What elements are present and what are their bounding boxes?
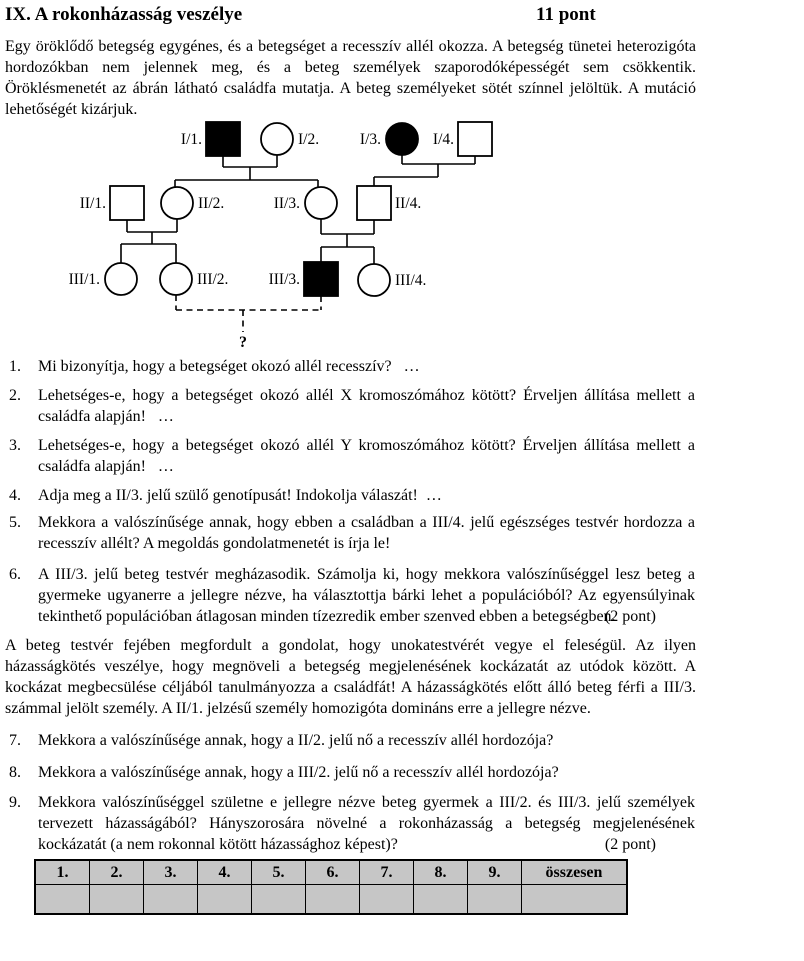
score-cell-empty bbox=[144, 885, 198, 915]
score-table-empty-row bbox=[35, 885, 627, 915]
header bbox=[5, 0, 696, 30]
pedigree-individual-label: III/4. bbox=[395, 272, 427, 289]
score-col-header: 2. bbox=[90, 860, 144, 885]
question-number: 5. bbox=[9, 514, 21, 531]
pedigree-affected-female-symbol bbox=[386, 123, 418, 155]
question-item-1 bbox=[5, 356, 696, 377]
question-number: 2. bbox=[9, 387, 21, 404]
pedigree-diagram bbox=[60, 120, 696, 350]
pedigree-affected-male-symbol bbox=[304, 262, 338, 296]
question-text: Lehetséges-e, hogy a betegséget okozó allél Y kromoszómához kötött? Érveljen állítása mellett a családfa alapján! … bbox=[38, 437, 695, 475]
score-col-header: 4. bbox=[198, 860, 252, 885]
question-number: 4. bbox=[9, 487, 21, 504]
question-number: 9. bbox=[9, 794, 21, 811]
score-cell-empty bbox=[306, 885, 360, 915]
score-table-header-row bbox=[35, 860, 627, 885]
score-col-header: 7. bbox=[360, 860, 414, 885]
score-cell-empty bbox=[522, 885, 628, 915]
score-cell-empty bbox=[198, 885, 252, 915]
score-cell-empty bbox=[90, 885, 144, 915]
pedigree-male-symbol bbox=[110, 186, 144, 220]
question-item-6 bbox=[5, 564, 696, 627]
question-item-5 bbox=[5, 512, 696, 554]
pedigree-individual-label: I/4. bbox=[432, 131, 454, 148]
question-item-2 bbox=[5, 385, 696, 427]
pedigree-affected-male-symbol bbox=[206, 122, 240, 156]
question-item-3 bbox=[5, 435, 696, 477]
middle-paragraph: A beteg testvér fejében megfordult a gondolat, hogy unokatestvérét vegye el feleségül. Az ilyen házasságkötés veszélye, hogy megnöveli a betegség megjelenésének kockázatát az utódok között. A kockázat megbecsülése céljából tanulmányozza a családfát! A házasságkötés előtt álló beteg férfi a III/3. számmal jelölt személy. A II/1. jelzésű személy homozigóta domináns erre a jellegre nézve. bbox=[5, 637, 696, 717]
intro-paragraph: Egy öröklődő betegség egygénes, és a betegséget a recesszív allél okozza. A betegség tünetei heterozigóta hordozókban nem jelennek meg, és a beteg személyek szaporodóképességét sem csökkentik. Öröklésmenetét az ábrán látható családfa mutatja. A beteg személyeket sötét színnel jelöltük. A mutáció lehetőségét kizárjuk. bbox=[5, 38, 696, 118]
question-text: Adja meg a II/3. jelű szülő genotípusát! Indokolja válaszát! … bbox=[38, 487, 442, 504]
score-col-header: összesen bbox=[522, 860, 628, 885]
pedigree-female-symbol bbox=[160, 263, 192, 295]
question-text: Mekkora a valószínűsége annak, hogy a II/2. jelű nő a recesszív allél hordozója? bbox=[38, 732, 554, 749]
pedigree-individual-label: II/4. bbox=[395, 195, 422, 212]
unknown-offspring-label: ? bbox=[239, 334, 247, 350]
pedigree-individual-label: II/1. bbox=[79, 195, 106, 212]
pedigree-individual-label: II/2. bbox=[198, 195, 225, 212]
question-text: A III/3. jelű beteg testvér megházasodik. Számolja ki, hogy mekkora valószínűséggel lesz beteg a gyermeke ugyanerre a jellegre nézve, ha választottja bárki lehet a populációból? Az egyensúlyinak tekinthető populációban átlagosan minden tízezredik ember szenved ebben a betegségben. (2 pont) bbox=[38, 566, 695, 625]
question-item-4 bbox=[5, 485, 696, 506]
score-col-header: 5. bbox=[252, 860, 306, 885]
score-col-header: 6. bbox=[306, 860, 360, 885]
question-text: Lehetséges-e, hogy a betegséget okozó allél X kromoszómához kötött? Érveljen állítása mellett a családfa alapján! … bbox=[38, 387, 695, 425]
pedigree-female-symbol bbox=[261, 123, 293, 155]
question-number: 6. bbox=[9, 566, 21, 583]
pedigree-individual-label: II/3. bbox=[273, 195, 300, 212]
score-col-header: 9. bbox=[468, 860, 522, 885]
pedigree-female-symbol bbox=[105, 263, 137, 295]
score-col-header: 3. bbox=[144, 860, 198, 885]
question-text: Mekkora valószínűséggel születne e jellegre nézve beteg gyermek a III/2. és III/3. jelű személyek tervezett házasságából? Hányszorosára növelné a rokonházasság a betegség megjelenésének kockázatát (a nem rokonnal kötött házassághoz képest)? (2 pont) bbox=[38, 794, 695, 853]
score-col-header: 1. bbox=[35, 860, 90, 885]
score-col-header: 8. bbox=[414, 860, 468, 885]
pedigree-female-symbol bbox=[161, 187, 193, 219]
question-points: (2 pont) bbox=[604, 836, 656, 853]
question-text: Mekkora a valószínűsége annak, hogy a III/2. jelű nő a recesszív allél hordozója? bbox=[38, 764, 559, 781]
question-text: Mi bizonyítja, hogy a betegséget okozó allél recesszív? … bbox=[38, 358, 420, 375]
pedigree-svg bbox=[60, 120, 520, 350]
pedigree-male-symbol bbox=[357, 186, 391, 220]
score-cell-empty bbox=[35, 885, 90, 915]
pedigree-female-symbol bbox=[305, 187, 337, 219]
pedigree-female-symbol bbox=[358, 264, 390, 296]
pedigree-individual-label: III/2. bbox=[197, 271, 229, 288]
score-cell-empty bbox=[468, 885, 522, 915]
question-number: 3. bbox=[9, 437, 21, 454]
question-number: 7. bbox=[9, 732, 21, 749]
total-points-label: 11 pont bbox=[536, 4, 596, 25]
pedigree-individual-label: I/3. bbox=[359, 131, 381, 148]
score-table bbox=[34, 859, 628, 915]
question-points: (2 pont) bbox=[604, 608, 656, 625]
pedigree-individual-label: III/1. bbox=[68, 271, 100, 288]
question-list-2 bbox=[5, 730, 696, 855]
score-cell-empty bbox=[414, 885, 468, 915]
score-cell-empty bbox=[360, 885, 414, 915]
question-number: 1. bbox=[9, 358, 21, 375]
question-number: 8. bbox=[9, 764, 21, 781]
pedigree-male-symbol bbox=[458, 122, 492, 156]
question-item-8 bbox=[5, 762, 696, 783]
pedigree-individual-label: III/3. bbox=[268, 271, 300, 288]
pedigree-individual-label: I/2. bbox=[298, 131, 320, 148]
question-item-7 bbox=[5, 730, 696, 751]
question-text: Mekkora a valószínűsége annak, hogy ebben a családban a III/4. jelű egészséges testvér hordozza a recesszív allélt? A megoldás gondolatmenetét is írja le! bbox=[38, 514, 695, 552]
page-title: IX. A rokonházasság veszélye bbox=[5, 4, 243, 25]
pedigree-individual-label: I/1. bbox=[180, 131, 202, 148]
score-cell-empty bbox=[252, 885, 306, 915]
question-item-9 bbox=[5, 792, 696, 855]
question-list-1 bbox=[5, 356, 696, 627]
